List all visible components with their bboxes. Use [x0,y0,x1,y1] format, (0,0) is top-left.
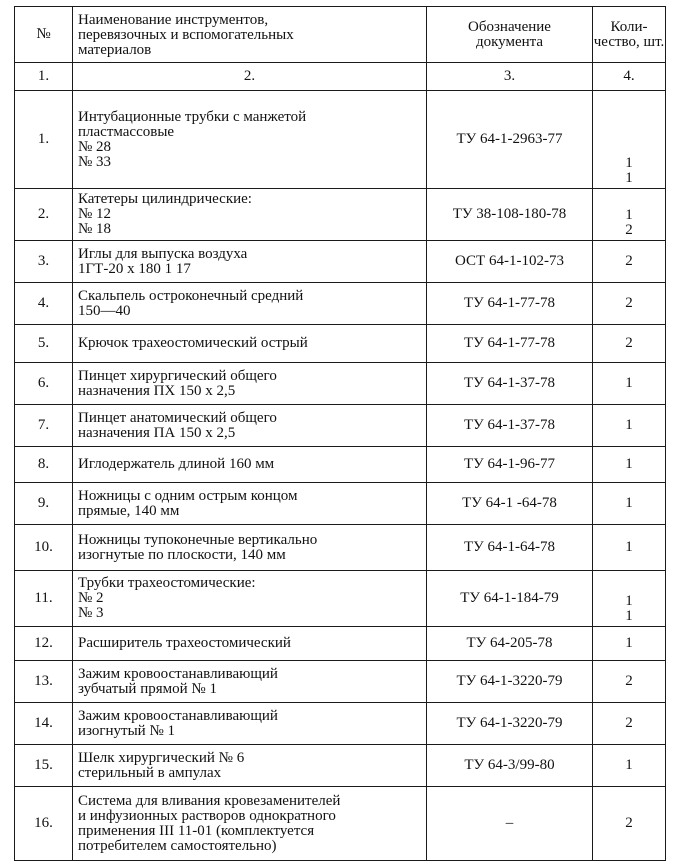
quantity-value: 1 [625,539,633,555]
item-name-line: назначения ПА 150 х 2,5 [78,424,236,441]
header-name-line: перевязочных и вспомогательных [78,27,294,43]
item-name-line: Катетеры цилиндрические: [78,191,252,207]
quantity [593,189,666,241]
item-name [73,787,427,861]
item-name [73,189,427,241]
quantity [593,283,666,325]
quantity [593,447,666,483]
quantity-value: 2 [625,673,633,689]
table-row [15,661,666,703]
document-code: ТУ 64-3/99-80 [427,745,593,787]
document-code: ТУ 38-108-180-78 [427,189,593,241]
header-name-line: Наименование инструментов, [78,12,269,28]
item-name-line: зубчатый прямой № 1 [78,680,217,697]
item-name-line: потребителем самостоятельно) [78,837,277,854]
header-name [73,7,427,63]
row-number: 2. [15,189,73,241]
item-name [73,703,427,745]
row-number: 16. [15,787,73,861]
item-name-line: Ножницы тупоконечные вертикально [78,531,318,548]
row-number: 7. [15,405,73,447]
item-name [73,241,427,283]
row-number: 10. [15,525,73,571]
document-code: ТУ 64-1-184-79 [427,571,593,627]
row-number: 5. [15,325,73,363]
header-num: № [15,7,73,63]
quantity-value: 2 [625,222,633,238]
item-name-line: 150—40 [78,302,131,319]
item-name-line: изогнутый № 1 [78,722,176,739]
header-qty-line: Коли- [610,18,648,35]
item-name [73,571,427,627]
table-row [15,363,666,405]
quantity [593,241,666,283]
item-name-line: и инфузионных растворов однократного [78,807,336,824]
item-name-line: № 28 [78,138,112,155]
quantity-value: 2 [625,815,633,831]
item-name-line: пластмассовые [78,123,175,140]
item-name-line: 1ГТ-20 х 180 1 17 [78,260,191,277]
quantity-value: 1 [625,207,633,223]
document-code: ТУ 64-1-37-78 [427,405,593,447]
item-name-line: Шелк хирургический № 6 [78,749,245,766]
row-number: 12. [15,627,73,661]
quantity-value: 1 [625,417,633,433]
quantity-value: 1 [625,456,633,472]
item-name [73,661,427,703]
item-name-line: № 33 [78,153,112,170]
header-doc-line: документа [475,33,544,50]
quantity-value: 1 [625,170,633,186]
table-body [15,91,666,861]
quantity-value: 1 [625,608,633,624]
item-name-line: № 3 [78,605,104,621]
quantity [593,91,666,189]
item-name-line: Иглы для выпуска воздуха [78,245,248,262]
item-name-line: Зажим кровоостанавливающий [78,707,278,724]
table-row [15,627,666,661]
item-name-line: Интубационные трубки с манжетой [78,108,307,125]
item-name [73,745,427,787]
item-name-line: № 12 [78,206,112,222]
document-code: ТУ 64-1-64-78 [427,525,593,571]
item-name-line: Пинцет анатомический общего [78,409,277,426]
quantity [593,363,666,405]
item-name-line: № 2 [78,590,104,606]
table-row [15,447,666,483]
quantity-value: 1 [625,635,633,651]
item-name [73,363,427,405]
quantity [593,703,666,745]
item-name-line: № 18 [78,221,112,237]
header-qty [593,7,666,63]
item-name-line: Зажим кровоостанавливающий [78,665,278,682]
quantity-value: 1 [625,375,633,391]
table-row [15,241,666,283]
item-name-line: прямые, 140 мм [78,502,180,519]
row-number: 9. [15,483,73,525]
instruments-table [14,6,666,861]
header-row [15,7,666,63]
document-code: ОСТ 64-1-102-73 [427,241,593,283]
item-name-line: изогнутые по плоскости, 140 мм [78,546,286,563]
table-row [15,405,666,447]
item-name [73,447,427,483]
table-row [15,283,666,325]
document-code: ТУ 64-1-37-78 [427,363,593,405]
row-number: 3. [15,241,73,283]
quantity [593,627,666,661]
colnum-4: 4. [593,63,666,91]
quantity [593,483,666,525]
table-row [15,325,666,363]
row-number: 4. [15,283,73,325]
row-number: 8. [15,447,73,483]
header-name-line: материалов [78,42,152,58]
quantity [593,745,666,787]
quantity-value: 2 [625,253,633,269]
item-name-line: Ножницы с одним острым концом [78,487,298,504]
row-number: 11. [15,571,73,627]
table-row [15,571,666,627]
document-code: – [427,787,593,861]
document-code: ТУ 64-1 -64-78 [427,483,593,525]
table-row [15,703,666,745]
quantity-value: 1 [625,757,633,773]
quantity-value: 1 [625,593,633,609]
colnum-1: 1. [15,63,73,91]
table-row [15,787,666,861]
item-name-line: применения III 11-01 (комплектуется [78,822,315,839]
colnum-3: 3. [427,63,593,91]
document-code: ТУ 64-1-3220-79 [427,703,593,745]
item-name-line: Иглодержатель длиной 160 мм [78,456,275,472]
item-name [73,91,427,189]
quantity [593,661,666,703]
item-name-line: назначения ПХ 150 х 2,5 [78,382,236,399]
document-code: ТУ 64-1-3220-79 [427,661,593,703]
table-row [15,91,666,189]
column-number-row [15,63,666,91]
table-row [15,189,666,241]
item-name-line: стерильный в ампулах [78,764,222,781]
quantity [593,787,666,861]
quantity [593,405,666,447]
colnum-2: 2. [73,63,427,91]
document-code: ТУ 64-205-78 [427,627,593,661]
document-code: ТУ 64-1-77-78 [427,283,593,325]
document-code: ТУ 64-1-96-77 [427,447,593,483]
quantity-value: 2 [625,335,633,351]
item-name-line: Расширитель трахеостомический [78,635,291,651]
quantity-value: 1 [625,495,633,511]
table-row [15,525,666,571]
quantity [593,325,666,363]
item-name [73,627,427,661]
table-row [15,483,666,525]
row-number: 14. [15,703,73,745]
item-name-line: Трубки трахеостомические: [78,575,256,591]
item-name [73,405,427,447]
quantity [593,571,666,627]
item-name [73,325,427,363]
item-name-line: Крючок трахеостомический острый [78,335,308,351]
header-doc-line: Обозначение [468,18,551,35]
document-code: ТУ 64-1-77-78 [427,325,593,363]
item-name [73,283,427,325]
item-name-line: Скальпель остроконечный средний [78,287,304,304]
header-qty-line: чество, шт. [593,33,665,50]
quantity-value: 2 [625,295,633,311]
row-number: 6. [15,363,73,405]
row-number: 15. [15,745,73,787]
item-name-line: Система для вливания кровезаменителей [78,792,341,809]
row-number: 13. [15,661,73,703]
quantity-value: 2 [625,715,633,731]
quantity [593,525,666,571]
table-row [15,745,666,787]
item-name [73,483,427,525]
item-name-line: Пинцет хирургический общего [78,367,277,384]
item-name [73,525,427,571]
quantity-value: 1 [625,155,633,171]
row-number: 1. [15,91,73,189]
document-code: ТУ 64-1-2963-77 [427,91,593,189]
header-doc [427,7,593,63]
